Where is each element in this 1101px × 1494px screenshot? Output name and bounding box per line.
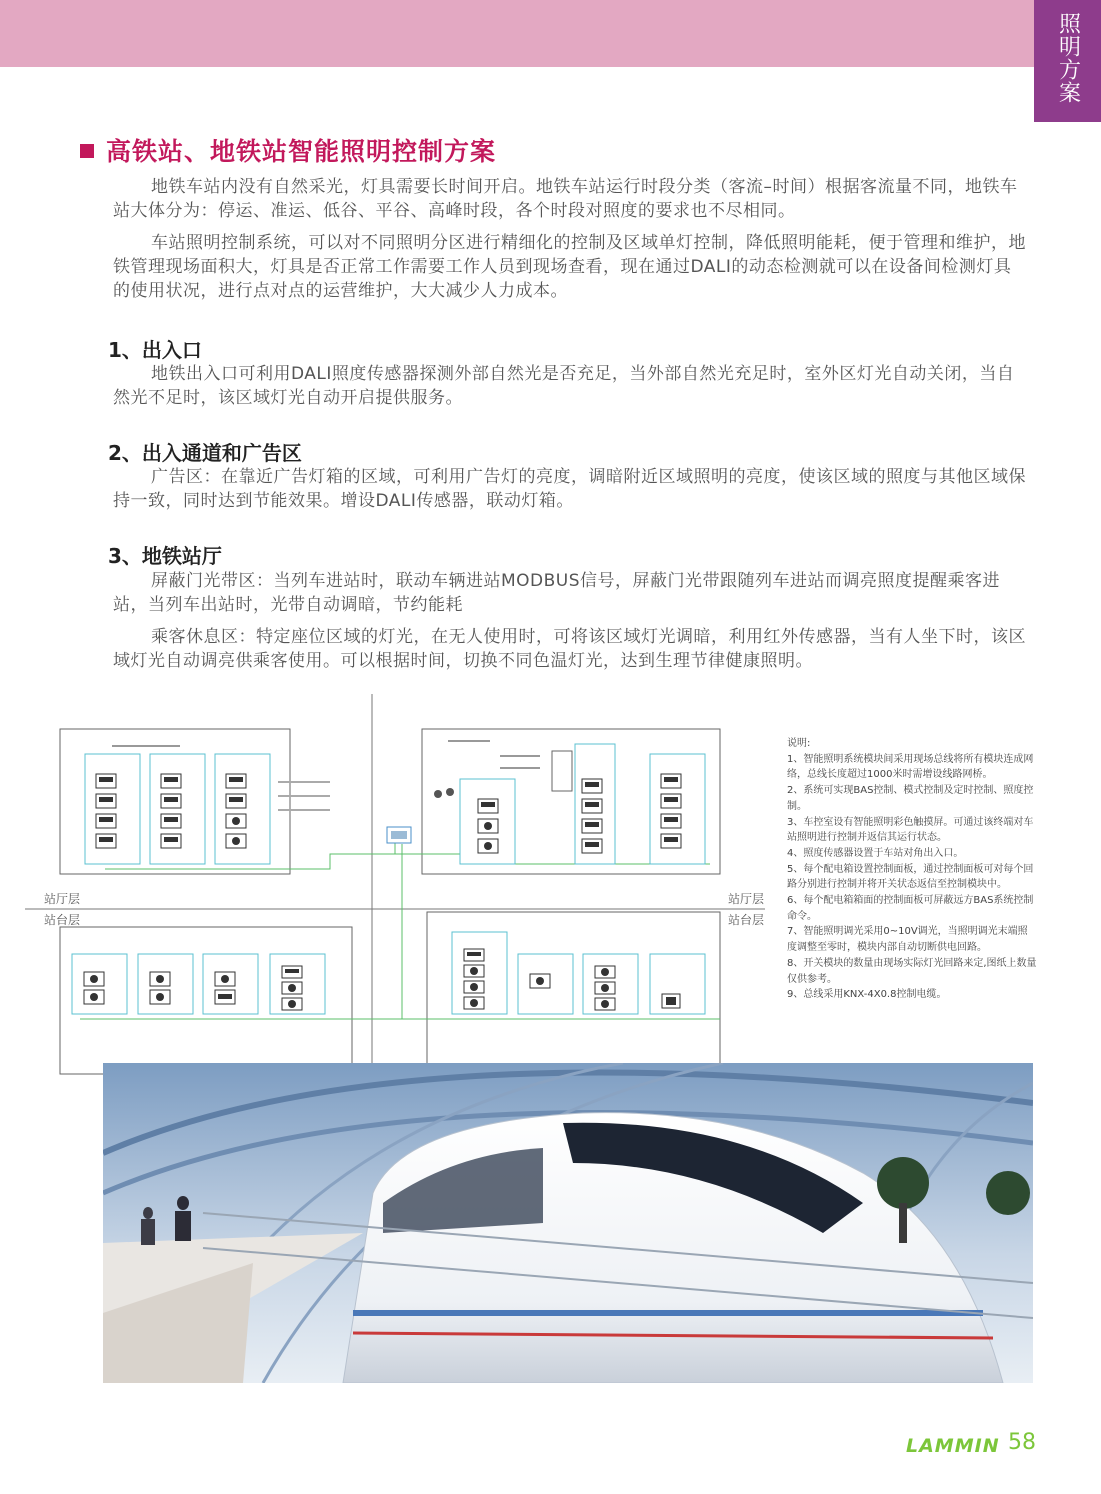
note-item: 3、车控室设有智能照明彩色触摸屏。可通过该终端对车站照明进行控制并返信其运行状态。 (787, 816, 1034, 844)
notes-title: 说明: (787, 738, 811, 749)
page-number: 58 (1008, 1430, 1036, 1455)
note-item: 7、智能照明调光采用0~10V调光，当照明调光末端照度调整至零时，模块内部自动切断供电回路。 (787, 926, 1028, 954)
cabinet-group-lower-right (452, 932, 705, 1014)
intro-paragraph-2: 车站照明控制系统，可以对不同照明分区进行精细化的控制及区域单灯控制，降低照明能耗，便于管理和维护，地铁管理现场面积大，灯具是否正常工作需要工作人员到现场查看，现在通过DALI的动态检测就可以在设备间检测灯具的使用状况，进行点对点的运营维护，大大减少人力成本。 (113, 233, 1026, 301)
label-platform-right: 站台层 (728, 913, 765, 927)
section-tab (1034, 0, 1101, 122)
note-item: 4、照度传感器设置于车站对角出入口。 (787, 847, 964, 859)
cabinet-group-upper-right (434, 741, 705, 864)
section-entrance-text: 地铁出入口可利用DALI照度传感器探测外部自然光是否充足，当外部自然光充足时，室外区灯光自动关闭，当自然光不足时，该区域灯光自动开启提供服务。 (113, 364, 1015, 408)
note-item: 6、每个配电箱箱面的控制面板可屏蔽远方BAS系统控制命令。 (787, 895, 1034, 922)
diagram-notes (787, 736, 1037, 1003)
title-bullet (80, 144, 94, 158)
note-item: 8、开关模块的数量由现场实际灯光回路来定,图纸上数量仅供参考。 (787, 957, 1037, 985)
maglev-train-photo (103, 1063, 1033, 1383)
cabinet-group-upper-left (85, 746, 330, 864)
control-system-diagram (20, 694, 770, 1078)
section-tab-label: 照明方案 (1055, 12, 1081, 104)
section-heading-entrance: 1、出入口 (108, 338, 202, 362)
brand-logo: LAMMIN (906, 1435, 1000, 1457)
intro-paragraph-1: 地铁车站内没有自然采光，灯具需要长时间开启。地铁车站运行时段分类（客流–时间）根据客流量不同，地铁车站大体分为：停运、准运、低谷、平谷、高峰时段，各个时段对照度的要求也不尽相同。 (113, 177, 1018, 221)
note-item: 2、系统可实现BAS控制、模式控制及定时控制、照度控制。 (787, 785, 1034, 812)
section-heading-passage: 2、出入通道和广告区 (108, 441, 302, 465)
label-hall-right: 站厅层 (728, 892, 765, 906)
section-passage-text: 广告区：在靠近广告灯箱的区域，可利用广告灯的亮度，调暗附近区域照明的亮度，使该区域的照度与其他区域保持一致，同时达到节能效果。增设DALI传感器，联动灯箱。 (113, 467, 1026, 511)
label-platform-left: 站台层 (44, 913, 81, 927)
section-hall-text-2: 乘客休息区：特定座位区域的灯光，在无人使用时，可将该区域灯光调暗，利用红外传感器，当有人坐下时，该区域灯光自动调亮供乘客使用。可以根据时间，切换不同色温灯光，达到生理节律健康照明。 (113, 627, 1026, 671)
section-heading-hall: 3、地铁站厅 (108, 544, 222, 568)
header-band (0, 0, 1101, 67)
page-title (80, 132, 496, 168)
note-item: 5、每个配电箱设置控制面板，通过控制面板可对每个回路分别进行控制并将开关状态返信至控制模块中。 (787, 863, 1034, 891)
title-text: 高铁站、地铁站智能照明控制方案 (106, 137, 497, 166)
cabinet-group-lower-left (72, 954, 325, 1014)
note-item: 9、总线采用KNX-4X0.8控制电缆。 (787, 989, 947, 1001)
note-item: 1、智能照明系统模块间采用现场总线将所有模块连成网络，总线长度超过1000米时需增设线路网桥。 (787, 753, 1034, 781)
section-hall-text-1: 屏蔽门光带区：当列车进站时，联动车辆进站MODBUS信号，屏蔽门光带跟随列车进站而调亮照度提醒乘客进站，当列车出站时，光带自动调暗，节约能耗 (113, 571, 1001, 615)
label-hall-left: 站厅层 (44, 892, 81, 906)
